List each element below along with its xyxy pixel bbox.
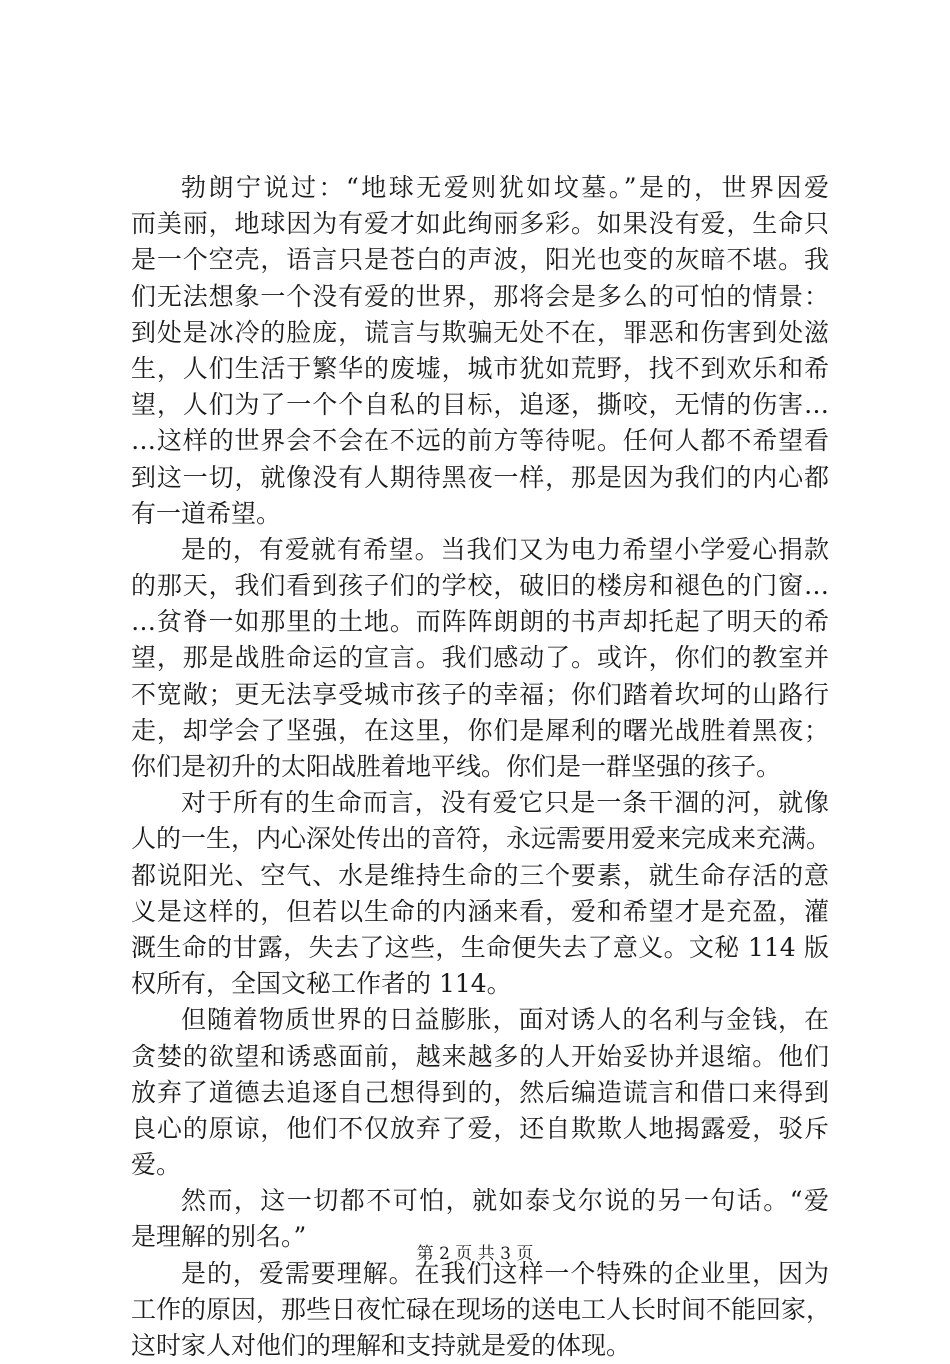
text-line: 勃朗宁说过：“地球无爱则犹如坟墓。”是的，世界因爱 <box>181 173 829 202</box>
text-line: 到处是冰冷的脸庞，谎言与欺骗无处不在，罪恶和伤害到处滋 <box>131 317 829 347</box>
text-line: 但随着物质世界的日益膨胀，面对诱人的名利与金钱，在 <box>181 1005 829 1035</box>
text-line: 是理解的别名。” <box>131 1222 307 1252</box>
text-line: 良心的原谅，他们不仅放弃了爱，还自欺欺人地揭露爱，驳斥 <box>131 1113 829 1143</box>
paragraph <box>131 1002 829 1183</box>
paragraph <box>131 532 829 785</box>
text-line: 人的一生，内心深处传出的音符，永远需要用爱来完成来充满。 <box>131 824 832 854</box>
text-line: 对于所有的生命而言，没有爱它只是一条干涸的河，就像 <box>181 788 829 818</box>
text-line: 走，却学会了坚强，在这里，你们是犀利的曙光战胜着黑夜； <box>131 715 829 745</box>
document-body <box>131 170 832 1364</box>
text-line: 放弃了道德去追逐自己想得到的，然后编造谎言和借口来得到 <box>131 1077 829 1107</box>
text-line: 是的，有爱就有希望。当我们又为电力希望小学爱心捐款 <box>181 534 829 564</box>
text-line: 生，人们生活于繁华的废墟，城市犹如荒野，找不到欢乐和希 <box>131 353 829 383</box>
text-line: 工作的原因，那些日夜忙碌在现场的送电工人长时间不能回家， <box>131 1294 832 1324</box>
text-line: 的那天，我们看到孩子们的学校，破旧的楼房和褪色的门窗… <box>131 571 829 601</box>
text-line: 是的，爱需要理解。在我们这样一个特殊的企业里，因为 <box>181 1258 829 1288</box>
text-line: 权所有，全国文秘工作者的 114。 <box>131 969 512 999</box>
text-line: 义是这样的，但若以生命的内涵来看，爱和希望才是充盈，灌 <box>131 896 829 926</box>
text-line: 到这一切，就像没有人期待黑夜一样，那是因为我们的内心都 <box>131 462 829 492</box>
text-line: 贪婪的欲望和诱惑面前，越来越多的人开始妥协并退缩。他们 <box>131 1041 829 1071</box>
paragraph <box>131 785 832 1002</box>
text-line: 爱。 <box>131 1150 182 1180</box>
page-number-footer: 第 2 页 共 3 页 <box>416 1244 534 1264</box>
text-line: 溉生命的甘露，失去了这些，生命便失去了意义。文秘 114 版 <box>131 932 829 962</box>
text-line: 望，人们为了一个个自私的目标，追逐，撕咬，无情的伤害… <box>131 390 829 420</box>
text-line: 然而，这一切都不可怕，就如泰戈尔说的另一句话。“爱 <box>181 1186 829 1216</box>
paragraph <box>131 1256 832 1364</box>
text-line: 都说阳光、空气、水是维持生命的三个要素，就生命存活的意 <box>131 860 829 890</box>
text-line: …贫脊一如那里的土地。而阵阵朗朗的书声却托起了明天的希 <box>131 607 829 637</box>
paragraph <box>131 170 829 532</box>
text-line: 这时家人对他们的理解和支持就是爱的体现。 <box>131 1331 632 1360</box>
text-line: 而美丽，地球因为有爱才如此绚丽多彩。如果没有爱，生命只 <box>131 209 829 239</box>
text-line: 不宽敞；更无法享受城市孩子的幸福；你们踏着坎坷的山路行 <box>131 679 829 709</box>
text-line: 是一个空壳，语言只是苍白的声波，阳光也变的灰暗不堪。我 <box>131 245 829 275</box>
text-line: …这样的世界会不会在不远的前方等待呢。任何人都不希望看 <box>131 426 829 456</box>
text-line: 有一道希望。 <box>131 498 282 528</box>
text-line: 你们是初升的太阳战胜着地平线。你们是一群坚强的孩子。 <box>131 752 782 781</box>
text-line: 望，那是战胜命运的宣言。我们感动了。或许，你们的教室并 <box>131 643 829 673</box>
text-line: 们无法想象一个没有爱的世界，那将会是多么的可怕的情景： <box>131 281 829 311</box>
